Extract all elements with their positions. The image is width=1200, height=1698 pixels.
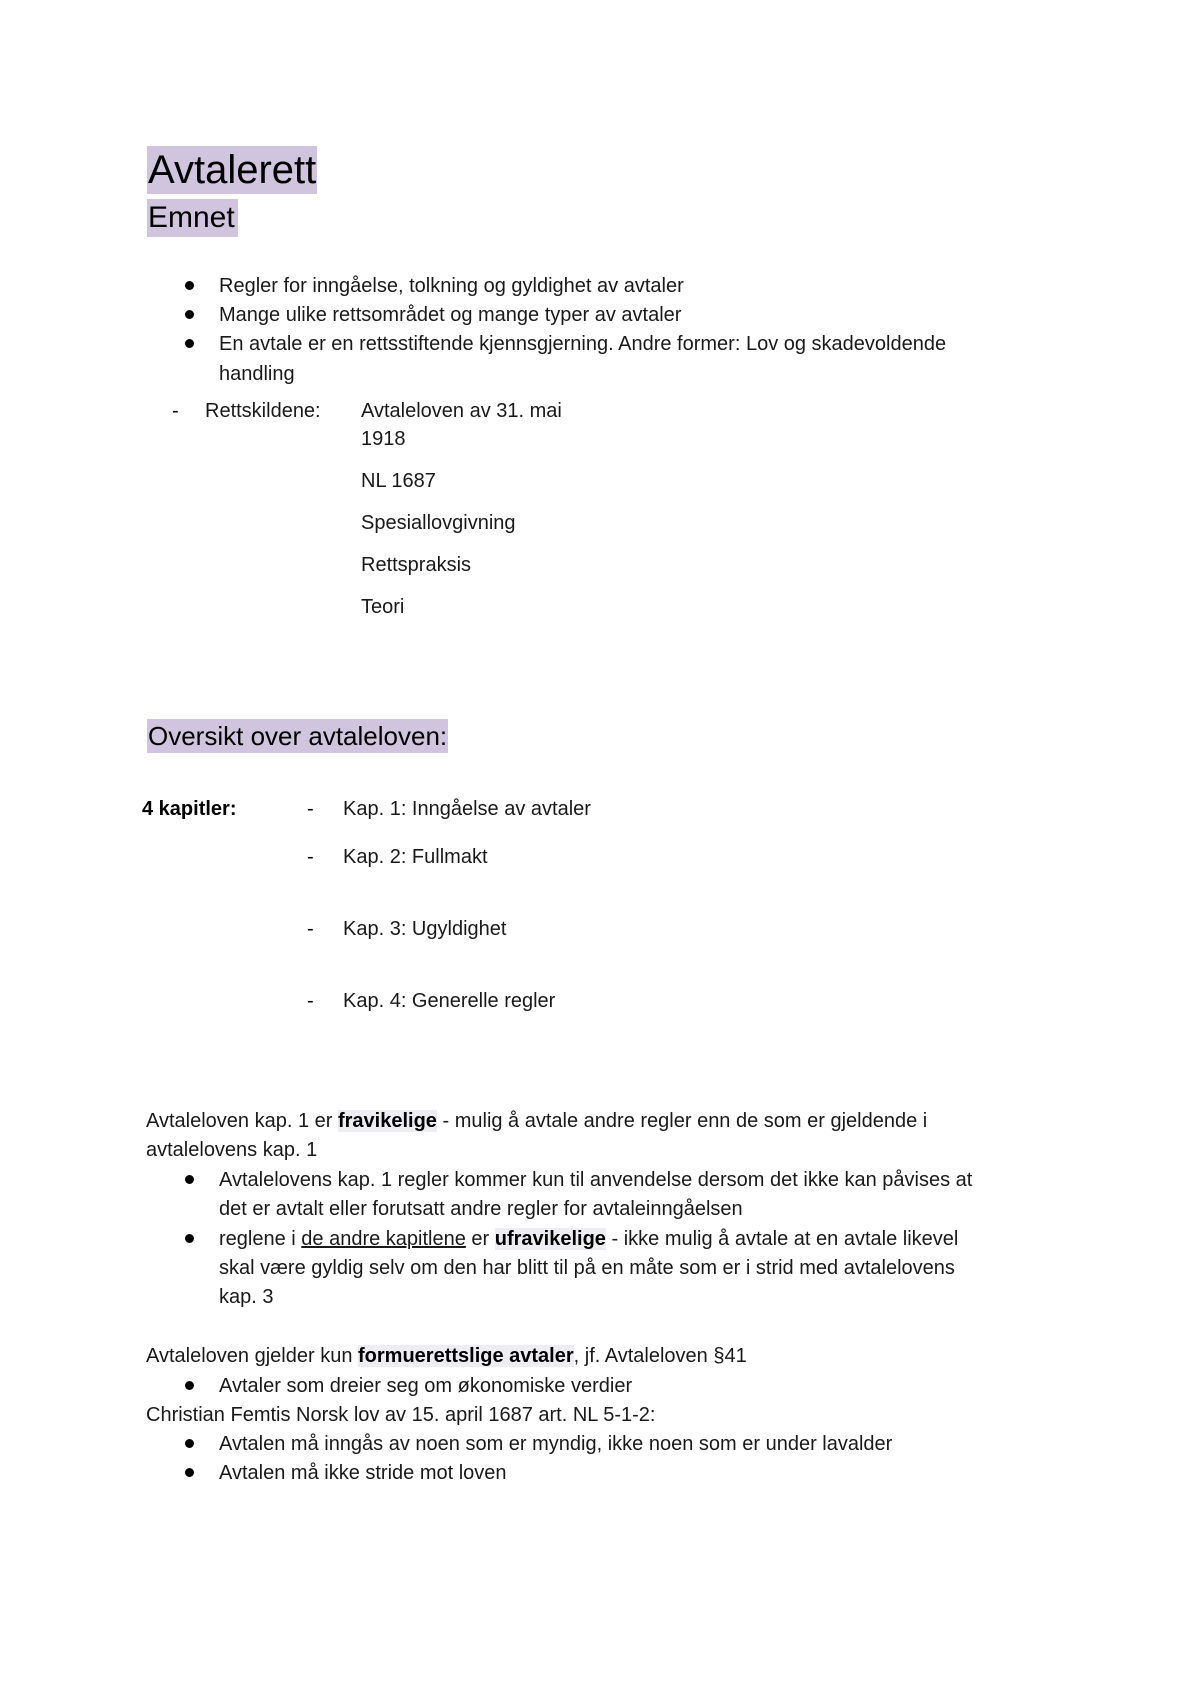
text-span: - mulig å avtale andre regler enn de som er gjeldende i <box>436 1110 928 1132</box>
list-item: En avtale er en rettsstiftende kjennsgjerning. Andre former: Lov og skadevoldende <box>219 333 947 355</box>
underlined-term: de andre kapitlene <box>301 1228 466 1250</box>
kapittel-item: Kap. 3: Ugyldighet <box>343 918 507 940</box>
paragraph-line <box>146 1107 927 1136</box>
list-item: Regler for inngåelse, tolkning og gyldighet av avtaler <box>219 275 684 297</box>
list-item: Mange ulike rettsområdet og mange typer av avtaler <box>219 304 682 326</box>
list-item <box>219 1225 958 1254</box>
page-title: Avtalerett <box>148 148 317 192</box>
rettskilde-item: Teori <box>361 596 405 618</box>
rettskilde-item: NL 1687 <box>361 470 436 492</box>
highlighted-term: formuerettslige avtaler <box>358 1345 574 1367</box>
rettskilde-item: Rettspraksis <box>361 554 472 576</box>
text-span: er <box>465 1228 495 1250</box>
paragraph-line <box>146 1342 747 1371</box>
dash-marker: - <box>307 846 314 868</box>
kapitler-label: 4 kapitler: <box>142 798 237 820</box>
bullet-dot-icon <box>185 1439 194 1448</box>
list-item: Avtalen må ikke stride mot loven <box>219 1462 507 1484</box>
bullet-dot-icon <box>185 1234 194 1243</box>
text-span: , jf. Avtaleloven §41 <box>573 1345 747 1367</box>
list-item-continuation: det er avtalt eller forutsatt andre regler for avtaleinngåelsen <box>219 1198 743 1220</box>
bullet-dot-icon <box>185 339 194 348</box>
bullet-dot-icon <box>185 1468 194 1477</box>
rettskilde-item: Avtaleloven av 31. mai <box>361 400 562 422</box>
rettskilde-item: Spesiallovgivning <box>361 512 516 534</box>
text-span: reglene i <box>219 1228 302 1250</box>
list-item-continuation: handling <box>219 363 295 385</box>
rettskilder-label: Rettskildene: <box>205 400 321 422</box>
highlighted-term: fravikelige <box>337 1110 437 1132</box>
text-span: Avtaleloven kap. 1 er <box>146 1110 338 1132</box>
paragraph-line: Christian Femtis Norsk lov av 15. april 1687 art. NL 5-1-2: <box>146 1404 656 1426</box>
kapittel-item: Kap. 1: Inngåelse av avtaler <box>343 798 591 820</box>
text-span: Avtaleloven gjelder kun <box>146 1345 358 1367</box>
text-span: - ikke mulig å avtale at en avtale likevel <box>605 1228 959 1250</box>
bullet-dot-icon <box>185 1175 194 1184</box>
paragraph-line: avtalelovens kap. 1 <box>146 1139 318 1161</box>
kapittel-item: Kap. 2: Fullmakt <box>343 846 488 868</box>
kapittel-item: Kap. 4: Generelle regler <box>343 990 556 1012</box>
bullet-dot-icon <box>185 281 194 290</box>
list-item: Avtalelovens kap. 1 regler kommer kun til anvendelse dersom det ikke kan påvises at <box>219 1169 973 1191</box>
section-heading-oversikt: Oversikt over avtaleloven: <box>148 721 448 751</box>
list-item: Avtalen må inngås av noen som er myndig, ikke noen som er under lavalder <box>219 1433 893 1455</box>
list-item-continuation: skal være gyldig selv om den har blitt til på en måte som er i strid med avtalelovens <box>219 1257 955 1279</box>
page-subtitle: Emnet <box>147 199 238 237</box>
bullet-dot-icon <box>185 1381 194 1390</box>
list-item-continuation: kap. 3 <box>219 1286 274 1308</box>
bullet-dot-icon <box>185 310 194 319</box>
list-item: Avtaler som dreier seg om økonomiske verdier <box>219 1375 633 1397</box>
rettskilde-item: 1918 <box>361 428 406 450</box>
dash-marker: - <box>172 400 179 422</box>
dash-marker: - <box>307 798 314 820</box>
highlighted-term: ufravikelige <box>494 1228 606 1250</box>
dash-marker: - <box>307 990 314 1012</box>
dash-marker: - <box>307 918 314 940</box>
